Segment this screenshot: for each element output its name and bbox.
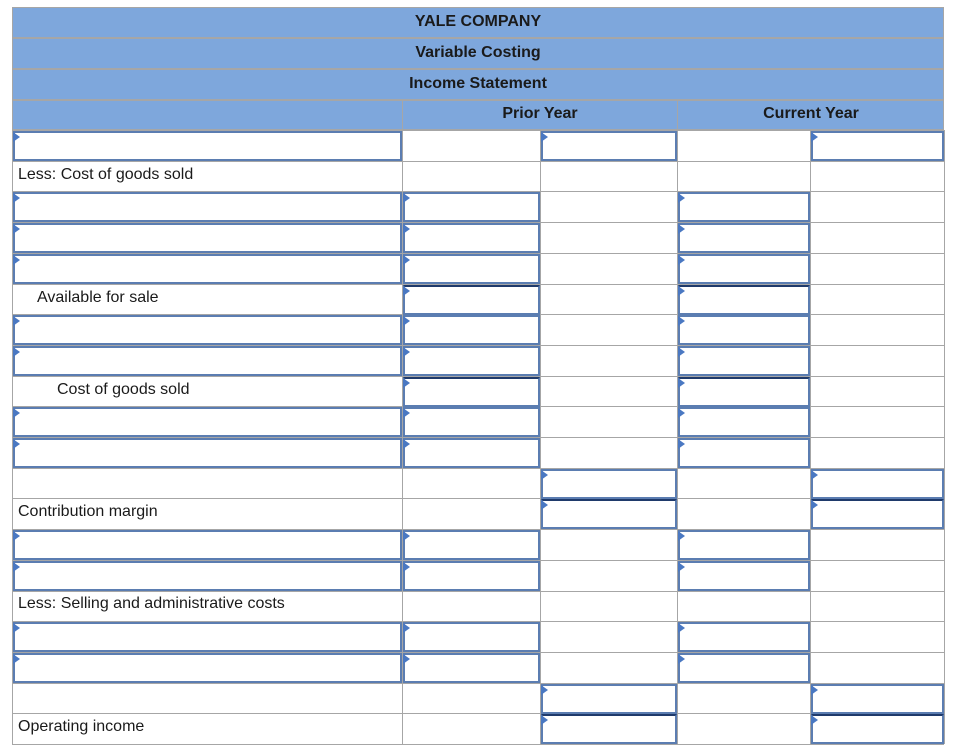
dropdown-marker-icon [403, 347, 410, 357]
grid-row-line [12, 683, 944, 684]
label-cost-of-goods-sold: Cost of goods sold [57, 381, 190, 398]
line-item-input[interactable] [13, 346, 402, 376]
prior-year-detail-input[interactable] [403, 377, 540, 407]
prior-year-detail-input[interactable] [403, 653, 540, 683]
dropdown-marker-icon [678, 439, 685, 449]
dropdown-marker-icon [13, 623, 20, 633]
dropdown-marker-icon [678, 224, 685, 234]
dropdown-marker-icon [13, 439, 20, 449]
line-item-input[interactable] [13, 653, 402, 683]
line-item-input[interactable] [13, 561, 402, 591]
current-year-detail-input[interactable] [678, 561, 810, 591]
prior-year-detail-input[interactable] [403, 622, 540, 652]
dropdown-marker-icon [811, 685, 818, 695]
current-year-detail-input[interactable] [678, 653, 810, 683]
prior-year-total-input[interactable] [541, 684, 677, 714]
current-year-total-input[interactable] [811, 131, 944, 161]
grid-row-line [12, 744, 944, 745]
dropdown-marker-icon [678, 378, 685, 388]
current-year-total-input[interactable] [811, 469, 944, 499]
label-operating-income: Operating income [18, 718, 145, 735]
prior-year-detail-input[interactable] [403, 530, 540, 560]
prior-year-detail-input[interactable] [403, 407, 540, 437]
dropdown-marker-icon [678, 408, 685, 418]
column-header-current-year: Current Year [763, 105, 859, 122]
current-year-detail-input[interactable] [678, 223, 810, 253]
dropdown-marker-icon [403, 378, 410, 388]
grid-column-line [944, 130, 945, 744]
dropdown-marker-icon [403, 439, 410, 449]
current-year-detail-input[interactable] [678, 530, 810, 560]
dropdown-marker-icon [13, 408, 20, 418]
current-year-detail-input[interactable] [678, 254, 810, 284]
dropdown-marker-icon [678, 193, 685, 203]
prior-year-total-input[interactable] [541, 499, 677, 529]
current-year-detail-input[interactable] [678, 438, 810, 468]
grid-column-line [540, 130, 541, 744]
dropdown-marker-icon [403, 224, 410, 234]
column-header-prior-year: Prior Year [502, 105, 578, 122]
dropdown-marker-icon [403, 316, 410, 326]
dropdown-marker-icon [811, 500, 818, 510]
dropdown-marker-icon [678, 623, 685, 633]
dropdown-marker-icon [678, 347, 685, 357]
dropdown-marker-icon [403, 531, 410, 541]
line-item-input[interactable] [13, 530, 402, 560]
current-year-total-input[interactable] [811, 499, 944, 529]
grid-row-line [12, 161, 944, 162]
dropdown-marker-icon [13, 531, 20, 541]
current-year-detail-input[interactable] [678, 346, 810, 376]
grid-column-line [810, 130, 811, 744]
prior-year-detail-input[interactable] [403, 254, 540, 284]
dropdown-marker-icon [403, 193, 410, 203]
dropdown-marker-icon [541, 500, 548, 510]
current-year-detail-input[interactable] [678, 407, 810, 437]
dropdown-marker-icon [13, 316, 20, 326]
company-title: YALE COMPANY [414, 13, 542, 30]
current-year-detail-input[interactable] [678, 315, 810, 345]
dropdown-marker-icon [13, 654, 20, 664]
prior-year-total-input[interactable] [541, 131, 677, 161]
line-item-input[interactable] [13, 192, 402, 222]
dropdown-marker-icon [541, 470, 548, 480]
dropdown-marker-icon [811, 132, 818, 142]
dropdown-marker-icon [13, 562, 20, 572]
prior-year-detail-input[interactable] [403, 561, 540, 591]
dropdown-marker-icon [541, 132, 548, 142]
dropdown-marker-icon [13, 193, 20, 203]
dropdown-marker-icon [403, 255, 410, 265]
dropdown-marker-icon [678, 562, 685, 572]
prior-year-detail-input[interactable] [403, 223, 540, 253]
grid-row-line [12, 713, 944, 714]
prior-year-detail-input[interactable] [403, 346, 540, 376]
prior-year-total-input[interactable] [541, 714, 677, 744]
statement-title: Income Statement [409, 75, 547, 92]
dropdown-marker-icon [403, 408, 410, 418]
grid-row-line [12, 498, 944, 499]
label-available-for-sale: Available for sale [37, 289, 159, 306]
current-year-detail-input[interactable] [678, 622, 810, 652]
dropdown-marker-icon [403, 623, 410, 633]
current-year-detail-input[interactable] [678, 377, 810, 407]
label-less-selling-admin: Less: Selling and administrative costs [18, 595, 285, 612]
line-item-input[interactable] [13, 131, 402, 161]
current-year-total-input[interactable] [811, 714, 944, 744]
dropdown-marker-icon [811, 715, 818, 725]
current-year-total-input[interactable] [811, 684, 944, 714]
prior-year-detail-input[interactable] [403, 285, 540, 315]
dropdown-marker-icon [678, 286, 685, 296]
grid-row-line [12, 468, 944, 469]
dropdown-marker-icon [811, 470, 818, 480]
line-item-input[interactable] [13, 315, 402, 345]
label-contribution-margin: Contribution margin [18, 503, 158, 520]
method-title: Variable Costing [415, 44, 541, 61]
grid-row-line [12, 591, 944, 592]
prior-year-detail-input[interactable] [403, 315, 540, 345]
label-less-cogs: Less: Cost of goods sold [18, 166, 194, 183]
dropdown-marker-icon [403, 286, 410, 296]
line-item-input[interactable] [13, 223, 402, 253]
dropdown-marker-icon [13, 255, 20, 265]
dropdown-marker-icon [403, 654, 410, 664]
prior-year-detail-input[interactable] [403, 192, 540, 222]
prior-year-total-input[interactable] [541, 469, 677, 499]
dropdown-marker-icon [403, 562, 410, 572]
prior-year-detail-input[interactable] [403, 438, 540, 468]
current-year-detail-input[interactable] [678, 192, 810, 222]
line-item-input[interactable] [13, 254, 402, 284]
dropdown-marker-icon [678, 316, 685, 326]
dropdown-marker-icon [13, 224, 20, 234]
line-item-input[interactable] [13, 438, 402, 468]
dropdown-marker-icon [13, 132, 20, 142]
dropdown-marker-icon [13, 347, 20, 357]
dropdown-marker-icon [541, 685, 548, 695]
current-year-detail-input[interactable] [678, 285, 810, 315]
dropdown-marker-icon [678, 531, 685, 541]
dropdown-marker-icon [678, 654, 685, 664]
line-item-input[interactable] [13, 622, 402, 652]
dropdown-marker-icon [678, 255, 685, 265]
dropdown-marker-icon [541, 715, 548, 725]
line-item-input[interactable] [13, 407, 402, 437]
